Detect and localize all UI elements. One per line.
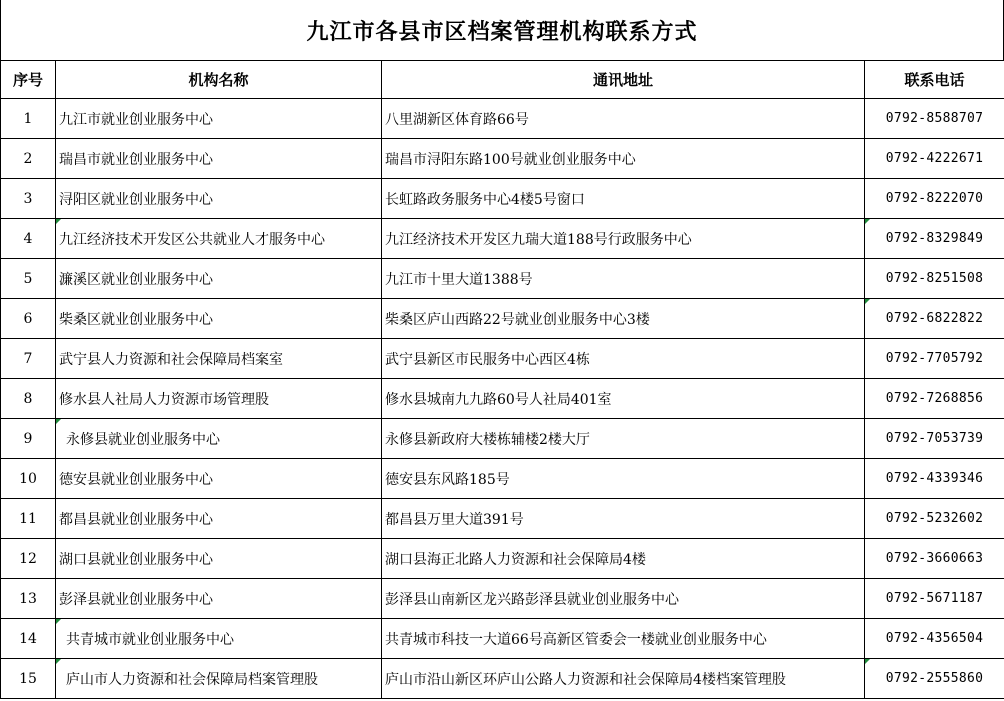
cell-phone[interactable]: 0792-4339346 [865,459,1004,499]
header-phone[interactable]: 联系电话 [865,61,1004,99]
table-row [1,339,1004,379]
table-row [1,179,1004,219]
cell-name[interactable]: 柴桑区就业创业服务中心 [56,299,382,339]
cell-no[interactable]: 7 [1,339,56,379]
cell-phone[interactable]: 0792-7705792 [865,339,1004,379]
cell-no[interactable]: 6 [1,299,56,339]
table-row [1,259,1004,299]
table-row [1,459,1004,499]
cell-phone[interactable]: 0792-8588707 [865,99,1004,139]
cell-name[interactable]: 修水县人社局人力资源市场管理股 [56,379,382,419]
table-row [1,299,1004,339]
cell-no[interactable]: 8 [1,379,56,419]
cell-name[interactable]: 九江市就业创业服务中心 [56,99,382,139]
cell-address[interactable]: 九江市十里大道1388号 [382,259,865,299]
cell-phone[interactable]: 0792-8222070 [865,179,1004,219]
cell-phone[interactable]: 0792-8329849 [865,219,1004,259]
cell-name[interactable]: 武宁县人力资源和社会保障局档案室 [56,339,382,379]
table-row [1,579,1004,619]
cell-address[interactable]: 永修县新政府大楼栋辅楼2楼大厅 [382,419,865,459]
cell-address[interactable]: 柴桑区庐山西路22号就业创业服务中心3楼 [382,299,865,339]
cell-phone[interactable]: 0792-4222671 [865,139,1004,179]
cell-address[interactable]: 武宁县新区市民服务中心西区4栋 [382,339,865,379]
table-row [1,539,1004,579]
cell-address[interactable]: 九江经济技术开发区九瑞大道188号行政服务中心 [382,219,865,259]
cell-no[interactable]: 10 [1,459,56,499]
cell-phone[interactable]: 0792-7053739 [865,419,1004,459]
cell-address[interactable]: 长虹路政务服务中心4楼5号窗口 [382,179,865,219]
table-row [1,379,1004,419]
cell-name[interactable]: 浔阳区就业创业服务中心 [56,179,382,219]
cell-address[interactable]: 庐山市沿山新区环庐山公路人力资源和社会保障局4楼档案管理股 [382,659,865,699]
cell-phone[interactable]: 0792-7268856 [865,379,1004,419]
cell-name[interactable]: 德安县就业创业服务中心 [56,459,382,499]
cell-address[interactable]: 都昌县万里大道391号 [382,499,865,539]
cell-phone[interactable]: 0792-8251508 [865,259,1004,299]
cell-address[interactable]: 瑞昌市浔阳东路100号就业创业服务中心 [382,139,865,179]
cell-no[interactable]: 4 [1,219,56,259]
cell-address[interactable]: 德安县东风路185号 [382,459,865,499]
table-row [1,99,1004,139]
cell-name[interactable]: 濂溪区就业创业服务中心 [56,259,382,299]
cell-no[interactable]: 3 [1,179,56,219]
cell-phone[interactable]: 0792-6822822 [865,299,1004,339]
cell-no[interactable]: 11 [1,499,56,539]
header-address[interactable]: 通讯地址 [382,61,865,99]
cell-name[interactable]: 共青城市就业创业服务中心 [56,619,382,659]
header-name[interactable]: 机构名称 [56,61,382,99]
cell-name[interactable]: 湖口县就业创业服务中心 [56,539,382,579]
cell-no[interactable]: 2 [1,139,56,179]
cell-no[interactable]: 1 [1,99,56,139]
cell-phone[interactable]: 0792-5671187 [865,579,1004,619]
cell-address[interactable]: 彭泽县山南新区龙兴路彭泽县就业创业服务中心 [382,579,865,619]
table-row [1,419,1004,459]
sheet-title[interactable]: 九江市各县市区档案管理机构联系方式 [0,0,1004,60]
cell-no[interactable]: 13 [1,579,56,619]
cell-address[interactable]: 共青城市科技一大道66号高新区管委会一楼就业创业服务中心 [382,619,865,659]
header-no[interactable]: 序号 [1,61,56,99]
cell-address[interactable]: 八里湖新区体育路66号 [382,99,865,139]
cell-address[interactable]: 湖口县海正北路人力资源和社会保障局4楼 [382,539,865,579]
header-row [1,61,1004,99]
cell-name[interactable]: 彭泽县就业创业服务中心 [56,579,382,619]
table-row [1,619,1004,659]
cell-phone[interactable]: 0792-5232602 [865,499,1004,539]
cell-name[interactable]: 九江经济技术开发区公共就业人才服务中心 [56,219,382,259]
table-row [1,139,1004,179]
cell-no[interactable]: 15 [1,659,56,699]
cell-name[interactable]: 永修县就业创业服务中心 [56,419,382,459]
contact-table [0,60,1004,699]
cell-name[interactable]: 瑞昌市就业创业服务中心 [56,139,382,179]
cell-no[interactable]: 14 [1,619,56,659]
cell-no[interactable]: 5 [1,259,56,299]
cell-phone[interactable]: 0792-2555860 [865,659,1004,699]
cell-no[interactable]: 12 [1,539,56,579]
cell-name[interactable]: 都昌县就业创业服务中心 [56,499,382,539]
cell-address[interactable]: 修水县城南九九路60号人社局401室 [382,379,865,419]
table-row [1,659,1004,699]
table-row [1,219,1004,259]
table-row [1,499,1004,539]
cell-no[interactable]: 9 [1,419,56,459]
cell-phone[interactable]: 0792-3660663 [865,539,1004,579]
cell-phone[interactable]: 0792-4356504 [865,619,1004,659]
cell-name[interactable]: 庐山市人力资源和社会保障局档案管理股 [56,659,382,699]
